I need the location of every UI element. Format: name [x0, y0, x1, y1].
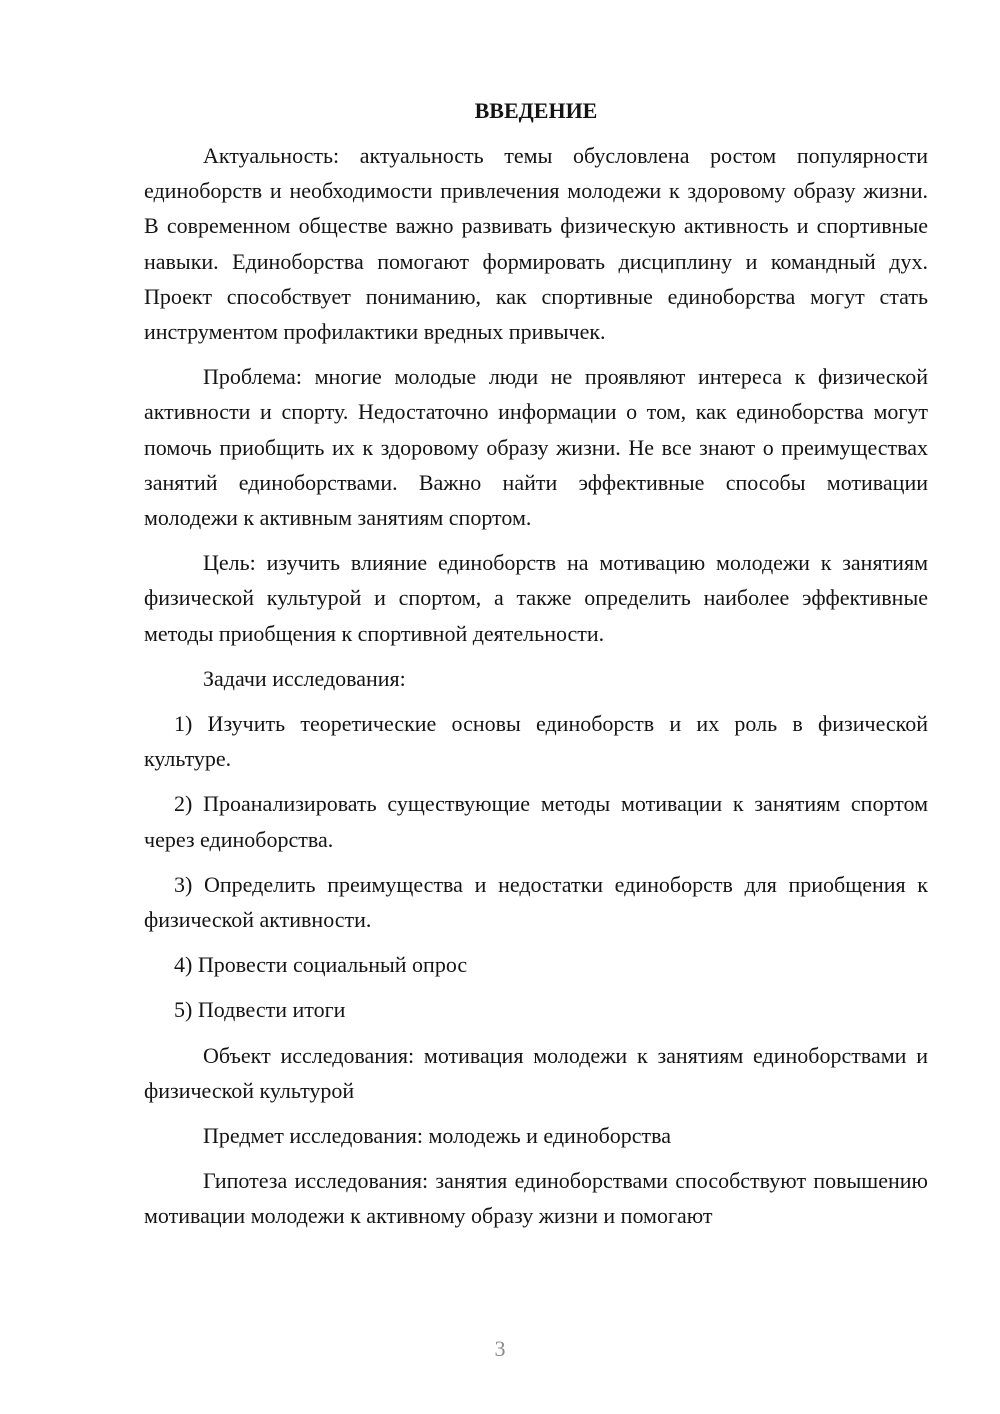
- paragraph-goal: Цель: изучить влияние единоборств на мотивацию молодежи к занятиям физической культурой и спортом, а также определить наиболее эффективные методы приобщения к спортивной деятельности.: [144, 550, 928, 646]
- paragraph-subject: Предмет исследования: молодежь и единоборства: [203, 1123, 672, 1149]
- page-number: 3: [494, 1336, 506, 1361]
- task-item-4: 4) Провести социальный опрос: [174, 952, 468, 978]
- paragraph-object: Объект исследования: мотивация молодежи к занятиям единоборствами и физической культурой: [144, 1042, 928, 1103]
- section-title: ВВЕДЕНИЕ: [474, 98, 598, 123]
- task-item-1: 1) Изучить теоретические основы единоборств и их роль в физической культуре.: [144, 711, 928, 772]
- task-item-5: 5) Подвести итоги: [174, 997, 346, 1023]
- task-item-2: 2) Проанализировать существующие методы мотивации к занятиям спортом через единоборства.: [144, 791, 928, 852]
- paragraph-relevance: Актуальность: актуальность темы обусловлена ростом популярности единоборств и необходимости привлечения молодежи к здоровому образу жизни. В современном обществе важно развивать физическую активность и спортивные навыки. Единоборства помогают формировать дисциплину и командный дух. Проект способствует пониманию, как спортивные единоборства могут стать инструментом профилактики вредных привычек.: [144, 143, 928, 345]
- task-item-3: 3) Определить преимущества и недостатки единоборств для приобщения к физической активности.: [144, 871, 928, 933]
- paragraph-hypothesis: Гипотеза исследования: занятия единоборствами способствуют повышению мотивации молодежи к активному образу жизни и помогают: [144, 1168, 928, 1229]
- paragraph-tasks-heading: Задачи исследования:: [203, 665, 406, 691]
- paragraph-problem: Проблема: многие молодые люди не проявляют интереса к физической активности и спорту. Недостаточно информации о том, как единоборства могут помочь приобщить их к здоровому образу жизни. Не все знают о преимуществах занятий единоборствами. Важно найти эффективные способы мотивации молодежи к активным занятиям спортом.: [144, 364, 928, 531]
- page-content: [144, 93, 928, 1244]
